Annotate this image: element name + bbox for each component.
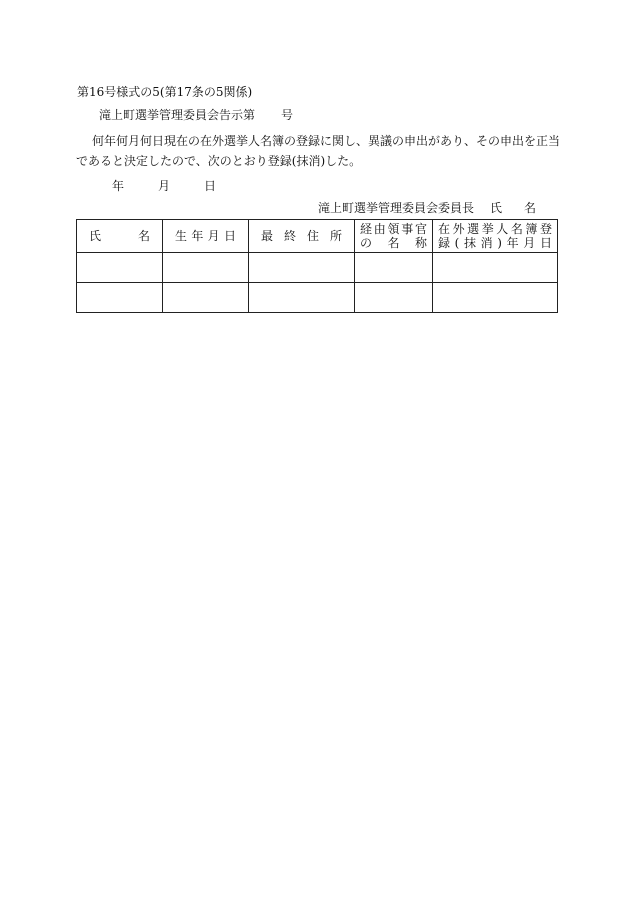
header-consulate-char: 由	[373, 222, 386, 236]
signer-line	[318, 201, 536, 215]
header-address-char: 終	[283, 229, 296, 243]
header-birthdate-char: 日	[223, 229, 236, 243]
header-registration-char: 年	[506, 236, 519, 250]
notice-number-suffix: 号	[281, 108, 294, 122]
notice-title-text: 滝上町選挙管理委員会告示第	[99, 108, 256, 122]
header-registration-char: 選	[467, 222, 480, 236]
table-cell	[355, 283, 433, 313]
date-month: 月	[158, 179, 171, 193]
header-registration-char: 月	[523, 236, 536, 250]
header-consulate-char: 領	[387, 222, 400, 236]
header-address-char: 所	[329, 229, 342, 243]
header-address-char: 住	[306, 229, 319, 243]
header-consulate	[355, 220, 433, 253]
header-name-char: 氏	[89, 229, 102, 243]
header-consulate-char: の	[360, 236, 373, 250]
notice-title	[99, 108, 293, 122]
body-text-line-2: であると決定したので、次のとおり登録(抹消)した。	[76, 154, 362, 168]
header-registration-char: 在	[438, 222, 451, 236]
signer-name-label-1: 氏	[489, 201, 502, 215]
header-registration-char: 消	[480, 236, 493, 250]
date-year: 年	[112, 179, 125, 193]
registration-table	[76, 219, 558, 313]
table-row	[77, 283, 558, 313]
header-registration-char: 挙	[481, 222, 494, 236]
table-cell	[163, 253, 249, 283]
header-registration-char: )	[497, 236, 502, 250]
header-address-char: 最	[261, 229, 274, 243]
header-name-char: 名	[137, 229, 150, 243]
header-consulate-char: 経	[360, 222, 373, 236]
body-text-line-1: 何年何月何日現在の在外選挙人名簿の登録に関し、異議の申出があり、その申出を正当	[92, 134, 561, 148]
header-registration-char: 名	[510, 222, 523, 236]
table-cell	[433, 283, 558, 313]
header-registration-char: 外	[452, 222, 465, 236]
signer-title: 滝上町選挙管理委員会委員長	[317, 201, 474, 215]
header-registration-char: (	[454, 236, 460, 250]
signer-name-label-2: 名	[523, 201, 536, 215]
header-consulate-char: 事	[401, 222, 414, 236]
header-registration-char: 録	[438, 236, 451, 250]
header-consulate-char: 官	[414, 222, 427, 236]
table-cell	[77, 283, 163, 313]
header-birthdate-char: 生	[175, 229, 188, 243]
header-birthdate-char: 月	[207, 229, 220, 243]
date-line	[112, 179, 216, 193]
date-day: 日	[204, 179, 217, 193]
table-cell	[355, 253, 433, 283]
table-cell	[433, 253, 558, 283]
form-number-label: 第16号様式の5(第17条の5関係)	[77, 85, 253, 99]
table-cell	[249, 283, 355, 313]
table-header-row	[77, 220, 558, 253]
header-registration-date	[433, 220, 558, 253]
header-registration-char: 抹	[463, 236, 476, 250]
header-birthdate	[163, 220, 249, 253]
header-consulate-char: 名	[387, 236, 400, 250]
header-registration-char: 人	[496, 222, 509, 236]
header-registration-char: 登	[539, 222, 552, 236]
header-registration-char: 日	[539, 236, 552, 250]
header-consulate-char: 称	[414, 236, 427, 250]
table-row	[77, 253, 558, 283]
table-cell	[163, 283, 249, 313]
header-birthdate-char: 年	[191, 229, 204, 243]
table-cell	[77, 253, 163, 283]
header-last-address	[249, 220, 355, 253]
table-cell	[249, 253, 355, 283]
header-name	[77, 220, 163, 253]
header-registration-char: 簿	[525, 222, 538, 236]
